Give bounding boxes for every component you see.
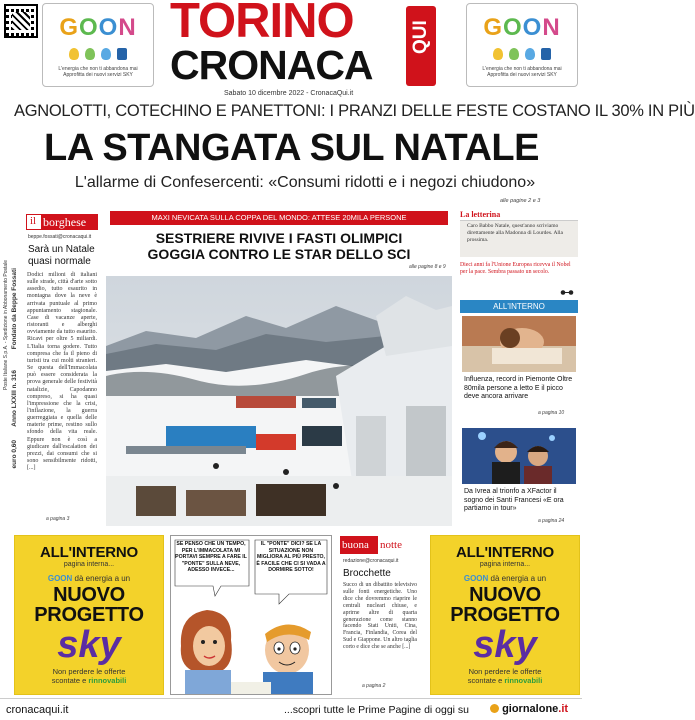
- sestriere-headline[interactable]: SESTRIERE RIVIVE I FASTI OLIMPICI GOGGIA CONTRO LE STAR DELLO SCI: [147, 230, 411, 262]
- ski-slope-image: [106, 276, 452, 526]
- goon-energy-icons: [467, 48, 577, 60]
- goon-ad-right[interactable]: [466, 3, 578, 87]
- footer-site-link[interactable]: cronacaqui.it: [6, 704, 69, 716]
- borghese-email[interactable]: beppe.fossati@cronacaqui.it: [28, 234, 92, 240]
- price-label: euro 0,60: [11, 440, 18, 469]
- glasses-icon: [560, 282, 574, 287]
- influenza-page-ref: a pagina 10: [538, 410, 565, 416]
- borghese-headline[interactable]: Sarà un Natale quasi normale: [28, 244, 95, 267]
- borghese-title: borghese: [41, 214, 97, 230]
- postal-note: Poste Italiane S.p.A. - Spedizione in Abbonamento Postale: [3, 259, 9, 390]
- issue-number: Anno LXXIII n. 316: [11, 370, 18, 427]
- goon-logo: GOON: [59, 14, 137, 41]
- top-story-supertitle: AGNOLOTTI, COTECHINO E PANETTONI: I PRANZI DELLE FESTE COSTANO IL 30% IN PIÙ: [14, 102, 695, 120]
- giornalone-logo[interactable]: giornalone.it: [490, 703, 568, 715]
- masthead-cronaca: CRONACA: [170, 42, 373, 88]
- footer-rule: [0, 698, 582, 699]
- buonanotte-title[interactable]: Brocchette: [343, 568, 391, 579]
- sky-ad-left[interactable]: ALL'INTERNO pagina interna... GOON dà energia a un NUOVO PROGETTO sky Non perdere le offerte scontate e rinnovabili: [14, 535, 164, 695]
- goon-tagline: L'energia che non ti abbandona mai Approfitta dei nuovi servizi SKY: [482, 66, 562, 78]
- buonanotte-email[interactable]: redazione@cronacaqui.it: [343, 558, 399, 564]
- masthead-qui-badge: QUI: [406, 6, 436, 86]
- founder-label: Fondato da Beppe Fossati: [11, 268, 18, 350]
- borghese-page-ref: a pagina 3: [46, 516, 70, 522]
- sick-person-image: [462, 316, 576, 372]
- all-interno-bar: ALL'INTERNO: [460, 300, 578, 313]
- borghese-body: Dodici milioni di italiani sulle strade, città d'arte sotto assedio, tutto esaurito in montagna dove la neve è arrivata puntuale al primo appuntamento stagionale. Case di vacanze aperte, ristoranti e alberghi ovviamente da tutto esaurito. Ricavi per oltre 5 miliardi. L'Italia torna godere. Tutto compresa che fa il pieno di turisti tra cui molti stranieri. Se questa dell'Immacolata può essere considerata la prova generale delle festività natalizie, Capodanno compreso, si ha quasi l'impressione che la crisi, l'inflazione, la guerra guerreggiata e quella delle materie prime, restino sullo sfondo della vita reale. Eppure non è così a giudicare dall'escalation dei prezzi, dai consumi che si sono sensibilmente ridotti, [...]: [27, 272, 97, 472]
- sky-logo: sky: [473, 624, 537, 666]
- goon-ad-left[interactable]: [42, 3, 154, 87]
- buonanotte-notte: notte: [380, 539, 402, 551]
- goon-logo: GOON: [483, 14, 561, 41]
- santi-francesi-image: [462, 428, 576, 484]
- letterina-red-note: Dieci anni fa l'Unione Europea ricevva il Nobel per la pace. Sembra passato un secolo.: [460, 262, 571, 275]
- cartoon-bubble-right: IL "PONTE" DICI? SE LA SITUAZIONE NON MIGLIORA AL PIÙ PRESTO, È FACILE CHE CI SI VADA A DORMIRE SOTTO!: [256, 541, 326, 573]
- influenza-text[interactable]: Influenza, record in Piemonte Oltre 80mila persone a letto E il picco deve ancora arrivare: [464, 376, 573, 400]
- xfactor-photo[interactable]: [462, 428, 576, 484]
- buonanotte-page-ref: a pagina 2: [362, 683, 386, 689]
- top-story-subtitle: L'allarme di Confesercenti: «Consumi ridotti e i negozi chiudono»: [74, 174, 536, 191]
- influenza-photo[interactable]: [462, 316, 576, 372]
- footer-promo-text: ...scopri tutte le Prime Pagine di oggi su: [284, 704, 470, 716]
- letterina-label: La letterina: [460, 210, 501, 219]
- cartoon-bubble-left: SE PENSO CHE UN TEMPO, PER L'IMMACOLATA MI PORTAVI SEMPRE A FARE IL "PONTE" SULLA NEVE, ADESSO INVECE...: [175, 541, 247, 573]
- sky-logo: sky: [57, 624, 121, 666]
- sky-ad-right[interactable]: ALL'INTERNO pagina interna... GOON dà energia a un NUOVO PROGETTO sky Non perdere le offerte scontate e rinnovabili: [430, 535, 580, 695]
- xfactor-text[interactable]: Da Ivrea al trionfo a XFactor il sogno dei Santi Francesi «E ora partiamo in tour»: [464, 488, 564, 512]
- borghese-il: il: [30, 215, 37, 227]
- letterina-text: Caro Babbo Natale, quest'anno scriviamo direttamente alla Madonna di Lourdes. Alla prossima.: [467, 223, 563, 243]
- goon-energy-icons: [43, 48, 153, 60]
- goon-tagline: L'energia che non ti abbandona mai Approfitta dei nuovi servizi SKY: [58, 66, 138, 78]
- top-story-page-ref: alle pagine 2 e 3: [500, 198, 541, 204]
- xfactor-page-ref: a pagina 24: [538, 518, 565, 524]
- sestriere-kicker: MAXI NEVICATA SULLA COPPA DEL MONDO: ATTESE 20MILA PERSONE: [110, 211, 448, 225]
- masthead-torino: TORINO: [170, 0, 354, 48]
- buonanotte-body: Succo di un dibattito televisivo sulle fonti energetiche. Uno dice che dovremmo riaprire le centrali nucleari chiuse, e aprirne altre di quarta generazione come stanno facendo Stati Uniti, Cina, Francia, Finlandia, Corea del Sud e Giappone. Un altro taglia corto e dice che se anche [...]: [343, 582, 417, 651]
- dateline: Sabato 10 dicembre 2022 - CronacaQui.it: [224, 90, 354, 97]
- sestriere-ski-photo[interactable]: [106, 276, 452, 526]
- giornalone-icon: [490, 704, 499, 713]
- top-story-headline[interactable]: LA STANGATA SUL NATALE: [44, 127, 539, 169]
- sestriere-page-ref: alle pagine 8 e 9: [409, 264, 446, 270]
- buonanotte-buona: buona: [340, 536, 378, 554]
- qr-code[interactable]: [4, 4, 38, 38]
